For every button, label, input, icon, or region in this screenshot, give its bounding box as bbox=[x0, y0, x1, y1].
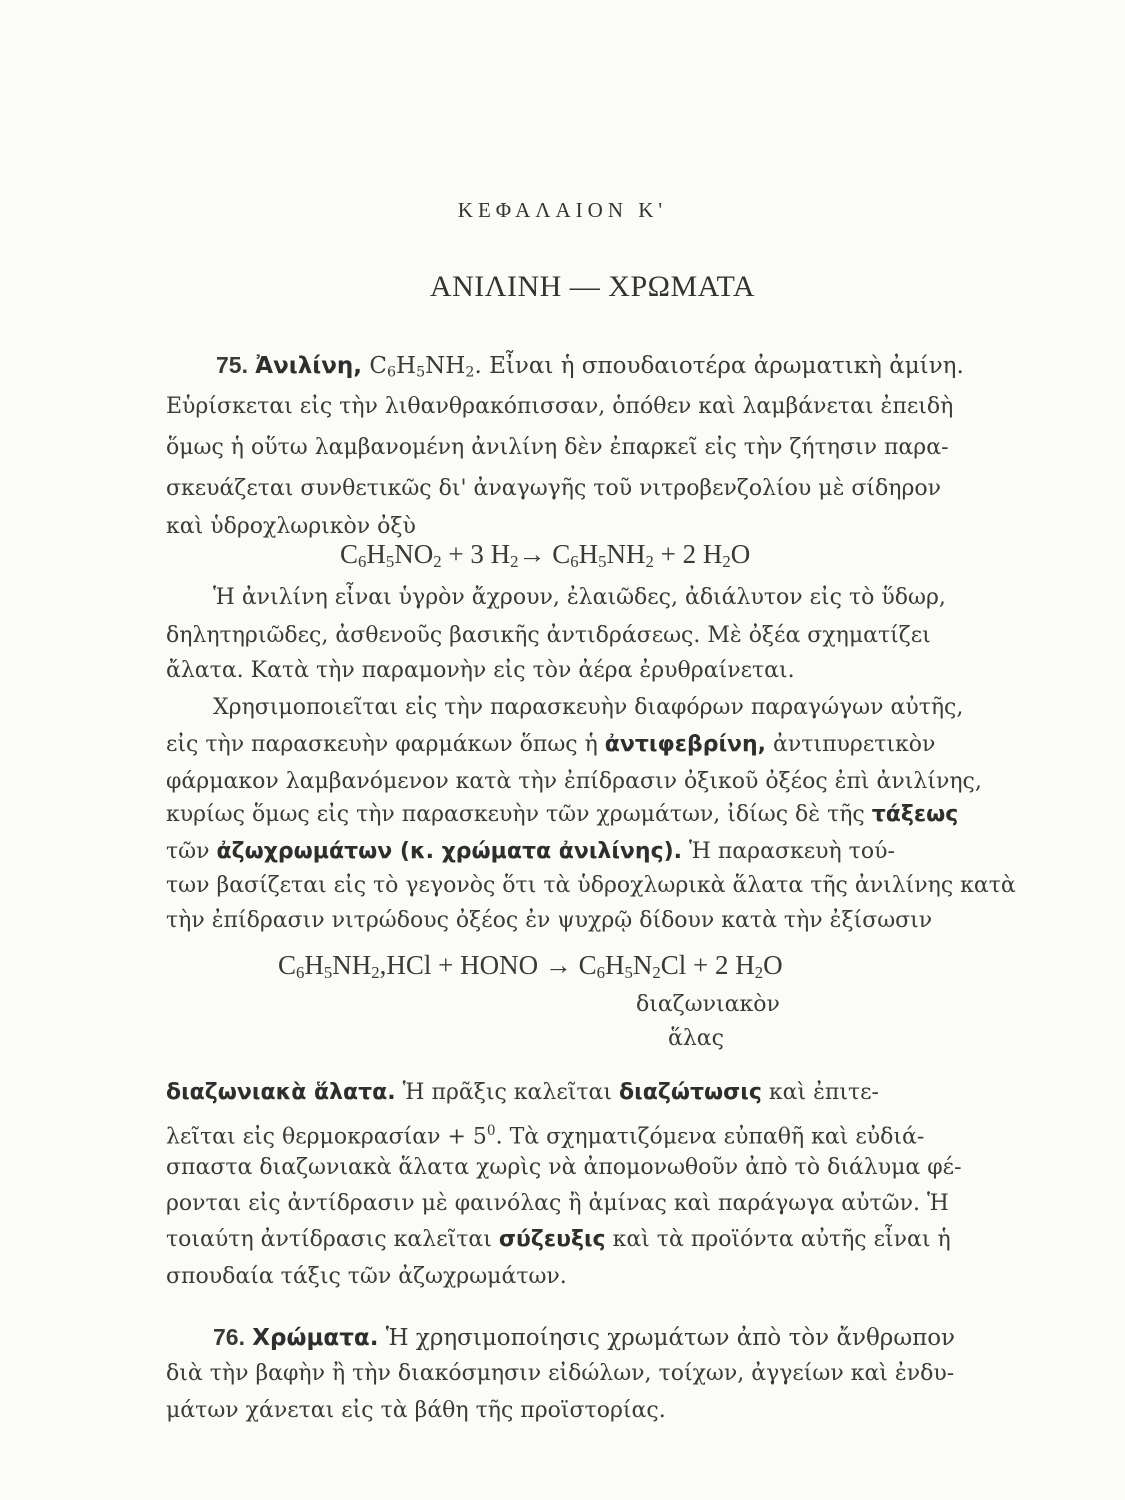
bold-term: τάξεως bbox=[871, 802, 959, 827]
text-line: ὅμως ἡ οὕτω λαμβανομένη ἀνιλίνη δὲν ἐπαρκεῖ εἰς τὴν ζήτησιν παρα- bbox=[166, 435, 949, 460]
text-line: μάτων χάνεται εἰς τὰ βάθη τῆς προϊστορίας. bbox=[166, 1398, 666, 1423]
bold-term: διαζώτωσις bbox=[619, 1080, 762, 1105]
text-line: διὰ τὴν βαφὴν ἢ τὴν διακόσμησιν εἰδώλων, τοίχων, ἀγγείων καὶ ἐνδυ- bbox=[166, 1361, 955, 1386]
text-line: Εὑρίσκεται εἰς τὴν λιθανθρακόπισσαν, ὁπόθεν καὶ λαμβάνεται ἐπειδὴ bbox=[166, 394, 954, 419]
chapter-heading: ΚΕΦΑΛΑΙΟΝ Κ' bbox=[457, 198, 668, 222]
formula: $C_6H_5NH_2$. bbox=[369, 353, 482, 381]
bold-term: ἀζωχρωμάτων (κ. χρώματα ἀνιλίνης). bbox=[216, 839, 683, 864]
body-text: Εἶναι ἡ σπουδαιοτέρα ἀρωματικὴ ἀμίνη. bbox=[489, 353, 964, 379]
section-title: Χρώματα. bbox=[252, 1325, 379, 1351]
arrow-icon: → bbox=[518, 539, 546, 569]
section-number: 76. bbox=[213, 1324, 245, 1350]
text-line: Ἡ ἀνιλίνη εἶναι ὑγρὸν ἄχρουν, ἐλαιῶδες, ἀδιάλυτον εἰς τὸ ὕδωρ, bbox=[213, 585, 946, 610]
text-line: σπαστα διαζωνιακὰ ἅλατα χωρὶς νὰ ἀπομονωθοῦν ἀπὸ τὸ διάλυμα φέ- bbox=[166, 1155, 962, 1180]
text-line: των βασίζεται εἰς τὸ γεγονὸς ὅτι τὰ ὑδροχλωρικὰ ἅλατα τῆς ἀνιλίνης κατὰ bbox=[166, 873, 1016, 898]
text-line: ρονται εἰς ἀντίδρασιν μὲ φαινόλας ἢ ἀμίνας καὶ παράγωγα αὐτῶν. Ἡ bbox=[166, 1191, 949, 1216]
text-line: εἰς τὴν παρασκευὴν φαρμάκων ὅπως ἡ ἀντιφεβρίνη, ἀντιπυρετικὸν bbox=[166, 732, 936, 757]
text-line: τὴν ἐπίδρασιν νιτρώδους ὀξέος ἐν ψυχρῷ δίδουν κατὰ τὴν ἐξίσωσιν bbox=[166, 908, 933, 933]
text-line: καὶ ὑδροχλωρικὸν ὀξὺ bbox=[166, 514, 416, 539]
chapter-title: ΑΝΙΛΙΝΗ — ΧΡΩΜΑΤΑ bbox=[429, 270, 756, 303]
section-number: 75. bbox=[216, 352, 248, 378]
section-title: Ἀνιλίνη, bbox=[255, 353, 363, 379]
text-line: ἄλατα. Κατὰ τὴν παραμονὴν εἰς τὸν ἀέρα ἐρυθραίνεται. bbox=[166, 658, 795, 683]
equation-1: $C_6H_5NO_2 + 3$ $H_2\to C_6H_5NH_2 + 2$ $H_2O$ bbox=[340, 539, 751, 572]
bold-term: σύζευξις bbox=[498, 1227, 606, 1252]
equation-label: ἅλας bbox=[668, 1026, 724, 1051]
text-line: κυρίως ὅμως εἰς τὴν παρασκευὴν τῶν χρωμάτων, ἰδίως δὲ τῆς τάξεως bbox=[166, 802, 959, 827]
text-line: διαζωνιακὰ ἅλατα. Ἡ πρᾶξις καλεῖται διαζώτωσις καὶ ἐπιτε- bbox=[166, 1080, 879, 1105]
text-line: Χρησιμοποιεῖται εἰς τὴν παρασκευὴν διαφόρων παραγώγων αὐτῆς, bbox=[213, 695, 964, 720]
equation-2: $C_6H_5NH_2,HCl$ + HONO → $C_6H_5N_2Cl + 2$ $H_2O$ bbox=[278, 950, 783, 983]
arrow-icon: → bbox=[544, 950, 572, 980]
text-line: δηλητηριῶδες, ἀσθενοῦς βασικῆς ἀντιδράσεως. Μὲ ὀξέα σχηματίζει bbox=[166, 623, 931, 648]
text-line: τοιαύτη ἀντίδρασις καλεῖται σύζευξις καὶ τὰ προϊόντα αὐτῆς εἶναι ἡ bbox=[166, 1227, 951, 1252]
section-75-line-1 bbox=[216, 350, 964, 388]
section-76-line-1 bbox=[213, 1322, 955, 1353]
bold-term: ἀντιφεβρίνη, bbox=[604, 732, 767, 757]
text-line: σκευάζεται συνθετικῶς δι' ἀναγωγῆς τοῦ νιτροβενζολίου μὲ σίδηρον bbox=[166, 476, 941, 501]
body-text: Ἡ χρησιμοποίησις χρωμάτων ἀπὸ τὸν ἄνθρωπον bbox=[385, 1325, 956, 1351]
equation-label: διαζωνιακὸν bbox=[636, 992, 780, 1017]
text-line: σπουδαία τάξις τῶν ἀζωχρωμάτων. bbox=[166, 1264, 567, 1289]
text-line: λεῖται εἰς $\theta\varepsilon\rho\mu o\kappa\rho\alpha\sigma ί\alpha\nu + 5^0$. Τὰ σχηματιζόμενα εὐπαθῆ καὶ εὐδιά- bbox=[166, 1123, 925, 1150]
bold-term: διαζωνιακὰ ἅλατα. bbox=[166, 1080, 396, 1105]
text-line: φάρμακον λαμβανόμενον κατὰ τὴν ἐπίδρασιν ὀξικοῦ ὀξέος ἐπὶ ἀνιλίνης, bbox=[166, 769, 982, 794]
text-line: τῶν ἀζωχρωμάτων (κ. χρώματα ἀνιλίνης). Ἡ παρασκευὴ τού- bbox=[166, 839, 895, 864]
